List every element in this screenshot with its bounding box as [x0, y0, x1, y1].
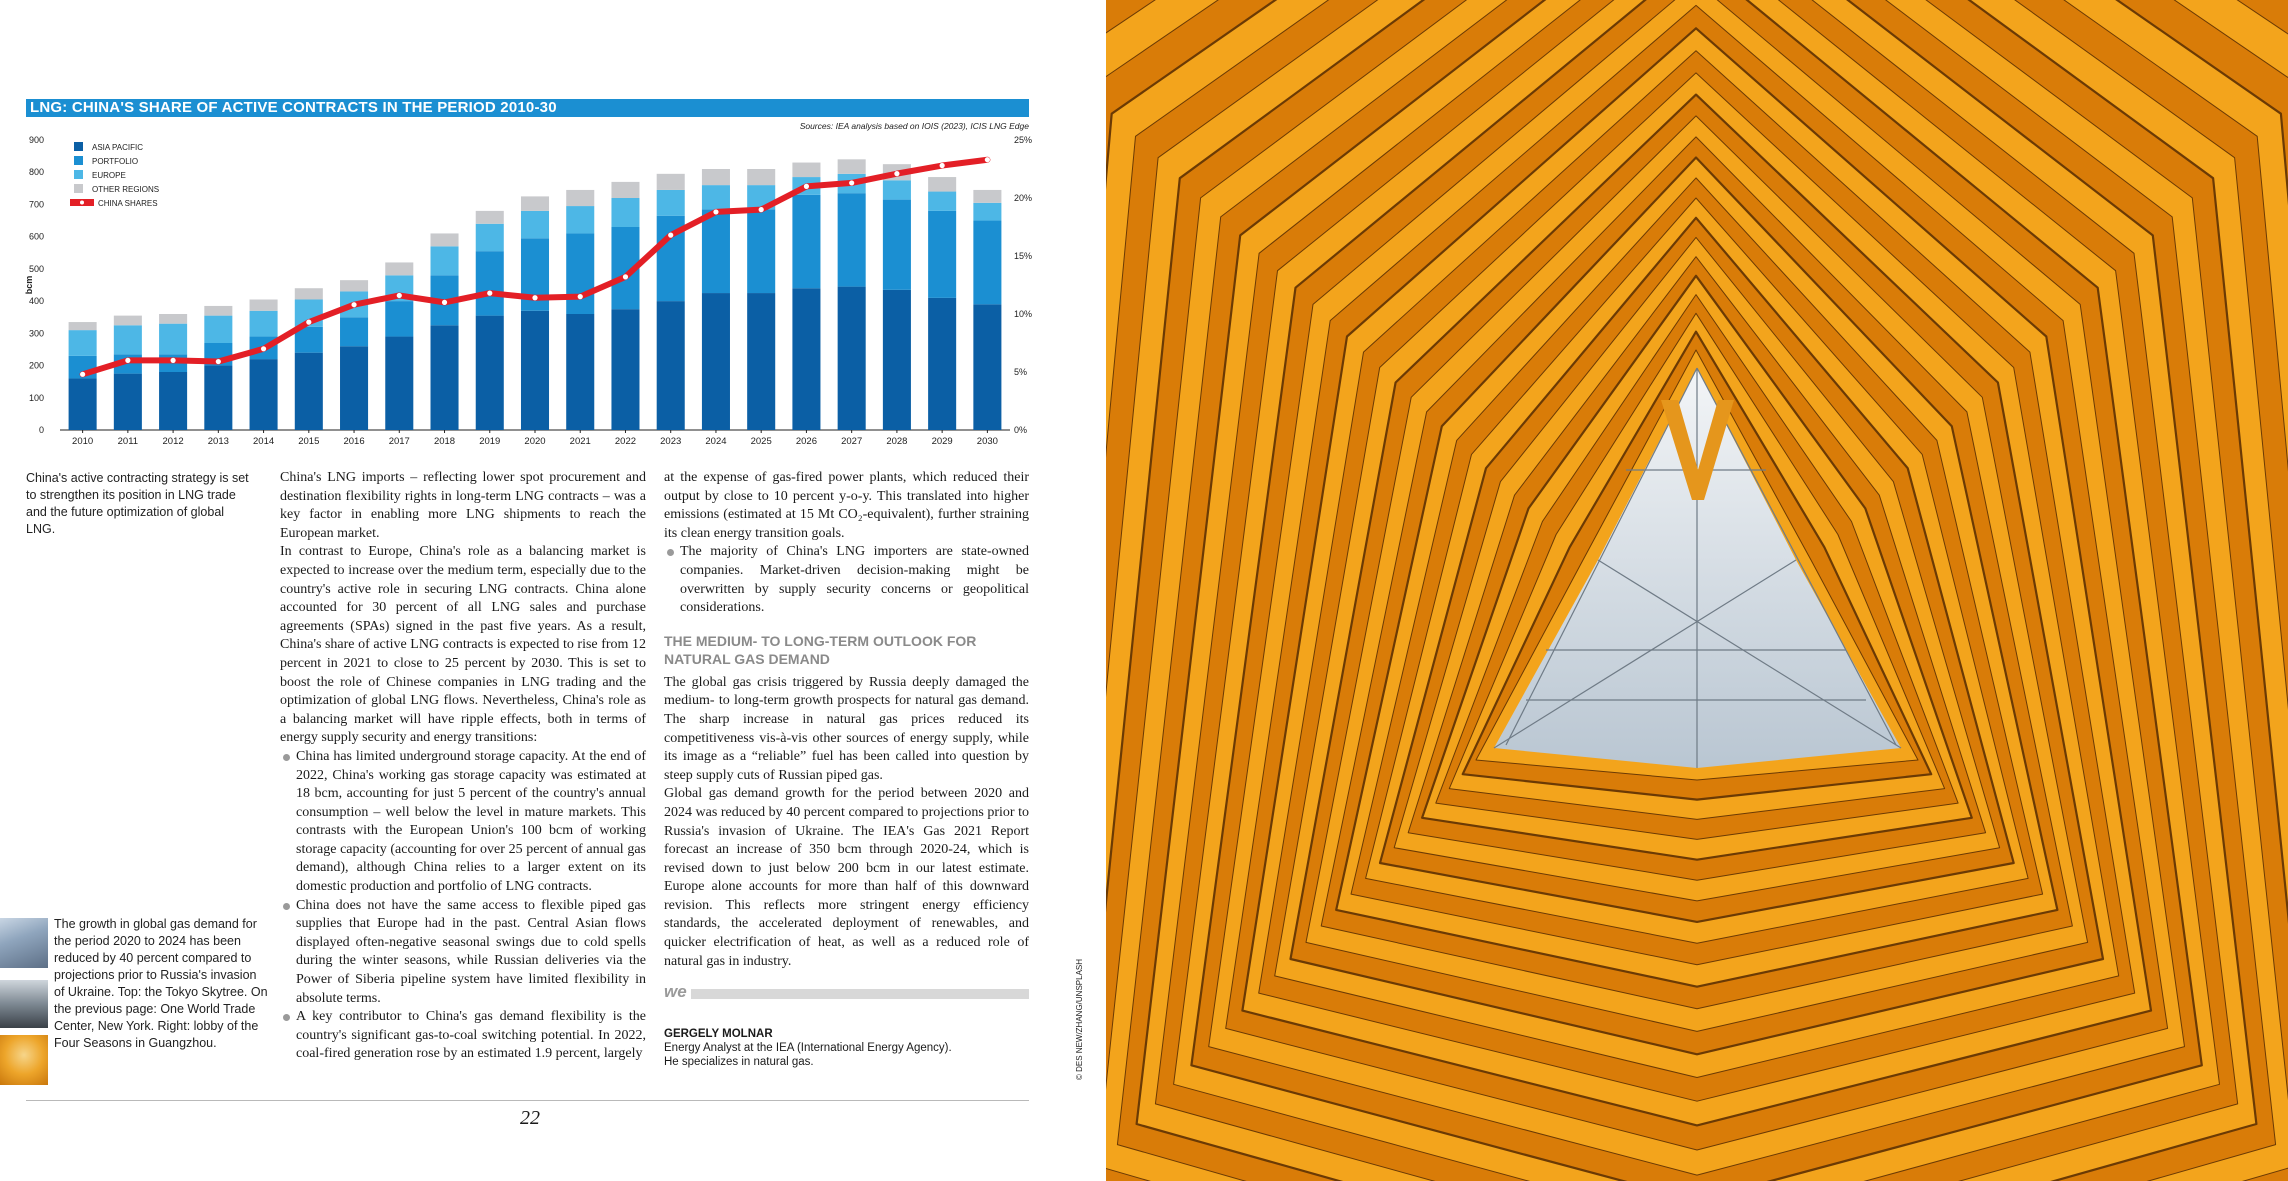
x-tick-label: 2024	[705, 436, 727, 447]
bar-segment	[702, 293, 730, 430]
china-share-point	[713, 209, 718, 214]
bar-segment	[250, 311, 278, 337]
china-share-point	[804, 184, 809, 189]
x-tick-label: 2030	[976, 436, 998, 447]
bar-segment	[204, 316, 232, 343]
bar-segment	[159, 324, 187, 355]
bar-segment	[657, 190, 685, 216]
y-tick-label: 600	[28, 231, 44, 242]
bar-segment	[928, 211, 956, 298]
paragraph: The global gas crisis triggered by Russia deeply damaged the medium- to long-term growth prospects for natural gas demand. The sharp increase in natural gas prices reduced its competitiveness vis-à-vis other sources of energy supply, while its image as a “reliable” fuel has been called into question by steep supply cuts of Russian piped gas.	[664, 674, 1029, 783]
china-share-point	[351, 302, 356, 307]
y-axis-label: bcm	[24, 275, 34, 295]
x-tick-label: 2018	[433, 436, 456, 447]
bar-segment	[838, 159, 866, 174]
paragraph: at the expense of gas-fired power plants, which reduced their output by close to 10 percent y-o-y. This translated into higher emissions (estimated at 15 Mt CO₂-equivalent), further straining its clean energy transition goals.	[664, 470, 1029, 541]
legend-label: PORTFOLIO	[92, 157, 139, 166]
bar-segment	[973, 203, 1001, 221]
x-tick-label: 2027	[841, 436, 863, 447]
legend-label: ASIA PACIFIC	[92, 143, 143, 152]
bar-segment	[566, 233, 594, 314]
y-tick-label: 300	[28, 328, 44, 339]
bar-segment	[476, 224, 504, 251]
bar-segment	[114, 374, 142, 430]
x-tick-label: 2010	[72, 436, 94, 447]
bar-segment	[476, 251, 504, 315]
bar-segment	[250, 359, 278, 430]
author-bio: Energy Analyst at the IEA (International Energy Agency).	[664, 1042, 952, 1055]
bar-segment	[883, 290, 911, 430]
x-tick-label: 2017	[388, 436, 410, 447]
bar-segment	[431, 325, 459, 430]
china-share-point	[894, 171, 899, 176]
bar-segment	[792, 163, 820, 178]
china-share-point	[623, 274, 628, 279]
china-share-point	[578, 294, 583, 299]
bar-segment	[747, 169, 775, 185]
x-tick-label: 2026	[795, 436, 817, 447]
bar-segment	[611, 198, 639, 227]
china-share-point	[306, 320, 311, 325]
bar-segment	[657, 174, 685, 190]
bar-segment	[114, 325, 142, 354]
chart-bars	[69, 159, 1002, 430]
china-share-point	[849, 180, 854, 185]
y-tick-label: 500	[28, 263, 44, 274]
author-bio: He specializes in natural gas.	[664, 1056, 814, 1069]
bar-segment	[476, 316, 504, 430]
tokyo-skytree-thumbnail	[0, 918, 48, 968]
atrium-photo	[1106, 0, 2288, 1181]
publication-logo: we	[664, 983, 691, 1001]
bar-segment	[476, 211, 504, 224]
china-share-point	[487, 291, 492, 296]
y2-tick-label: 15%	[1014, 251, 1033, 261]
y-tick-label: 0	[38, 425, 44, 435]
world-trade-center-thumbnail	[0, 980, 48, 1028]
bar-segment	[611, 309, 639, 430]
chart-title: LNG: CHINA'S SHARE OF ACTIVE CONTRACTS IN THE PERIOD 2010-30	[26, 99, 1029, 117]
x-tick-label: 2013	[207, 436, 229, 447]
bar-segment	[928, 192, 956, 211]
china-share-point	[940, 163, 945, 168]
bar-segment	[204, 306, 232, 316]
bar-segment	[747, 293, 775, 430]
bar-segment	[883, 180, 911, 199]
legend-swatch-point	[80, 201, 84, 205]
x-tick-label: 2025	[750, 436, 772, 447]
bar-segment	[973, 190, 1001, 203]
four-seasons-lobby-thumbnail	[0, 1035, 48, 1085]
bar-segment	[204, 366, 232, 430]
bullet-item: China does not have the same access to flexible piped gas supplies that Europe had in the past. Central Asian flows displayed often-negative seasonal swings due to cold spells during the winter seasons, while Russian deliveries via the Power of Siberia pipeline system have limited flexibility in absolute terms.	[280, 897, 646, 1009]
bar-segment	[159, 314, 187, 324]
china-share-point	[216, 359, 221, 364]
bar-segment	[566, 314, 594, 430]
bar-segment	[114, 316, 142, 326]
y2-tick-label: 5%	[1014, 367, 1028, 377]
chart-source: Sources: IEA analysis based on IOIS (2023), ICIS LNG Edge	[799, 121, 1029, 131]
china-share-point	[442, 300, 447, 305]
bar-segment	[973, 304, 1001, 430]
image-caption: The growth in global gas demand for the period 2020 to 2024 has been reduced by 40 percent compared to projections prior to Russia's invasion of Ukraine. Top: the Tokyo Skytree. On the previous page: One World Trade Center, New York. Right: lobby of the Four Seasons in Guangzhou.	[54, 917, 268, 1050]
bar-segment	[838, 193, 866, 286]
y-tick-label: 200	[28, 360, 44, 371]
china-share-point	[532, 295, 537, 300]
legend-swatch	[74, 142, 83, 151]
x-tick-label: 2014	[253, 436, 275, 447]
section-heading: THE MEDIUM- TO LONG-TERM OUTLOOK FOR NATURAL GAS DEMAND	[664, 632, 977, 667]
bar-segment	[928, 298, 956, 430]
bar-segment	[340, 317, 368, 346]
footer-divider	[26, 1100, 1029, 1101]
bullet-item: The majority of China's LNG importers are state-owned companies. Market-driven decision-making might be overwritten by supply security concerns or geopolitical considerations.	[664, 543, 1029, 617]
bar-segment	[431, 233, 459, 246]
bar-segment	[385, 337, 413, 430]
china-share-point	[125, 358, 130, 363]
x-tick-label: 2019	[479, 436, 501, 447]
legend-label: OTHER REGIONS	[92, 185, 160, 194]
bar-segment	[250, 300, 278, 311]
y2-tick-label: 20%	[1014, 193, 1033, 203]
bar-segment	[69, 378, 97, 430]
bar-segment	[385, 301, 413, 336]
y2-tick-label: 0%	[1014, 425, 1028, 435]
paragraph: China's LNG imports – reflecting lower spot procurement and destination flexibility rights in long-term LNG contracts – was a key factor in enabling more LNG shipments to reach the European market.	[280, 470, 646, 541]
y-tick-label: 800	[28, 167, 44, 178]
legend-swatch	[74, 170, 83, 179]
bullet-item: China has limited underground storage capacity. At the end of 2022, China's working gas storage capacity was estimated at 18 bcm, accounting for just 5 percent of the country's annual consumption – well below the level in mature markets. This contrasts with the European Union's 100 bcm of working storage capacity (accounting for over 25 percent of annual gas demand), although China relies to a larger extent on its domestic production and portfolio of LNG contracts.	[280, 748, 646, 897]
left-page	[0, 0, 1105, 1181]
bar-segment	[792, 195, 820, 288]
bar-segment	[69, 330, 97, 356]
author-name: GERGELY MOLNAR	[664, 1028, 773, 1041]
chart-caption: China's active contracting strategy is set to strengthen its position in LNG trade and the future optimization of global LNG.	[26, 471, 249, 536]
bar-segment	[611, 182, 639, 198]
x-tick-label: 2020	[524, 436, 546, 447]
legend-swatch	[74, 184, 83, 193]
china-share-point	[985, 157, 990, 162]
bar-segment	[838, 287, 866, 430]
chart-legend	[70, 142, 159, 208]
x-tick-label: 2029	[931, 436, 953, 447]
bar-segment	[566, 206, 594, 233]
bar-segment	[566, 190, 594, 206]
bar-segment	[340, 346, 368, 430]
y-tick-label: 400	[28, 296, 44, 307]
y-tick-label: 700	[28, 199, 44, 210]
china-share-point	[668, 233, 673, 238]
legend-swatch	[74, 156, 83, 165]
bar-segment	[159, 372, 187, 430]
x-tick-label: 2012	[162, 436, 184, 447]
bar-segment	[928, 177, 956, 192]
x-tick-label: 2016	[343, 436, 365, 447]
paragraph: In contrast to Europe, China's role as a balancing market is expected to increase over the medium term, especially due to the country's active role in securing LNG contracts. China alone accounted for 30 percent of all LNG sales and purchase agreements (SPAs) signed in the past five years. As a result, China's share of active LNG contracts is expected to rise from 12 percent in 2021 to close to 25 percent by 2030. This is set to boost the role of Chinese companies in LNG trading and the optimization of global LNG flows. Nevertheless, China's role as a balancing market will have ripple effects, both in terms of energy supply security and energy transitions:	[280, 544, 646, 746]
bar-segment	[657, 301, 685, 430]
photo-credit: © DES NEW/ZHANG/UNSPLASH	[1075, 958, 1084, 1080]
bar-segment	[792, 288, 820, 430]
text-column-right	[664, 469, 1029, 1069]
y-tick-label: 900	[28, 135, 44, 145]
x-tick-label: 2028	[886, 436, 908, 447]
page-number: 22	[520, 1107, 540, 1129]
bar-segment	[295, 353, 323, 430]
text-column-middle	[280, 469, 646, 1064]
bar-segment	[385, 262, 413, 275]
bar-segment	[295, 288, 323, 299]
paragraph: Global gas demand growth for the period between 2020 and 2024 was reduced by 40 percent compared to projections prior to Russia's invasion of Ukraine. The IEA's Gas 2021 Report forecast an increase of 350 bcm through 2020-24, which is revised down to just below 200 bcm in our latest estimate. Europe alone accounts for more than half of this downward revision. This reflects more stringent energy efficiency standards, the accelerated deployment of renewables, and quicker electrification of heat, as well as a reduced role of natural gas in industry.	[664, 786, 1029, 969]
x-tick-label: 2015	[298, 436, 320, 447]
y2-tick-label: 10%	[1014, 309, 1033, 319]
bar-segment	[702, 209, 730, 293]
atrium-photo-illustration	[1106, 0, 2288, 1181]
bar-segment	[69, 322, 97, 330]
bar-segment	[747, 209, 775, 293]
bullet-item: A key contributor to China's gas demand flexibility is the country's significant gas-to-coal switching potential. In 2022, coal-fired generation rose by an estimated 1.9 percent, largely	[280, 1008, 646, 1064]
x-tick-label: 2023	[660, 436, 682, 447]
y2-tick-label: 25%	[1014, 135, 1033, 145]
bar-segment	[521, 311, 549, 430]
bar-segment	[973, 221, 1001, 305]
bar-segment	[521, 211, 549, 238]
bar-segment	[521, 196, 549, 211]
y-tick-label: 100	[28, 392, 44, 403]
china-share-point	[80, 372, 85, 377]
x-tick-label: 2011	[117, 436, 139, 447]
bar-segment	[702, 169, 730, 185]
bar-segment	[340, 280, 368, 291]
x-tick-label: 2022	[614, 436, 637, 447]
legend-label: EUROPE	[92, 171, 126, 180]
author-divider	[664, 982, 1029, 1002]
bar-segment	[431, 246, 459, 275]
legend-label: CHINA SHARES	[98, 199, 158, 208]
bar-segment	[883, 200, 911, 290]
china-share-point	[397, 293, 402, 298]
x-tick-label: 2021	[569, 436, 591, 447]
china-share-point	[759, 207, 764, 212]
china-share-point	[261, 346, 266, 351]
stacked-bar-chart	[10, 128, 1040, 458]
china-share-point	[170, 358, 175, 363]
bar-segment	[702, 185, 730, 209]
